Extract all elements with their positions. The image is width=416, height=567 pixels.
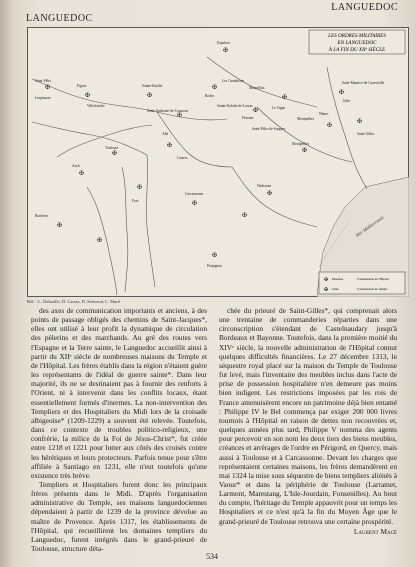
page-number: 534 bbox=[206, 552, 218, 561]
map-title-line-3: À LA FIN DU XIIᵉ SIÈCLE bbox=[328, 47, 386, 53]
place-label: Villefranche bbox=[87, 104, 105, 108]
author-signature: Laurent Macé bbox=[353, 526, 397, 536]
place-label: Toulouse bbox=[105, 146, 119, 150]
sea-label: Mer Méditerranée bbox=[354, 214, 385, 238]
place-label: Saint-Gilles bbox=[357, 132, 375, 136]
place-label: Foix bbox=[132, 199, 139, 203]
place-label: Castres bbox=[177, 156, 188, 160]
place-label: Auch bbox=[72, 164, 80, 168]
running-header-left: LANGUEDOC bbox=[26, 13, 93, 24]
place-label: Saint-Félix bbox=[35, 79, 51, 83]
place-label: Lespinasse bbox=[35, 96, 51, 100]
cross-icon: ✠ bbox=[282, 95, 288, 101]
legend-label: Pézenas bbox=[332, 277, 344, 281]
legend-meaning: Commanderie du Temple bbox=[357, 287, 388, 291]
map-title-box bbox=[309, 30, 405, 54]
text-column-right bbox=[219, 306, 397, 536]
place-label: Nîmes bbox=[319, 112, 329, 116]
place-label: Saint-Maurice-de-Casevieille bbox=[342, 81, 385, 85]
cross-icon: ✠ bbox=[137, 185, 143, 191]
place-label: Espalion bbox=[217, 41, 230, 45]
map-legend bbox=[319, 272, 405, 294]
place-label: Carcassonne bbox=[185, 192, 204, 196]
cross-icon: ✠ bbox=[223, 48, 229, 54]
cross-icon: ✠ bbox=[192, 201, 198, 207]
cross-icon: ✠ bbox=[212, 253, 218, 259]
place-label: Montpellier bbox=[292, 142, 309, 146]
legend-meaning: Commanderie de l'Hôpital bbox=[357, 277, 389, 281]
legend-label: Jalès bbox=[332, 287, 339, 291]
cross-icon: ✠ bbox=[242, 213, 248, 219]
cross-icon: ✠ bbox=[112, 151, 118, 157]
place-label: Pézenas bbox=[242, 116, 254, 120]
cross-icon: ✠ bbox=[302, 148, 308, 154]
cross-icon: ✠ bbox=[147, 93, 153, 99]
cross-icon: ✠ bbox=[79, 171, 85, 177]
running-header-right: LANGUEDOC bbox=[331, 2, 398, 13]
place-label: Saint-Félix-de-Sorgues bbox=[252, 127, 286, 131]
cross-icon: ✠ bbox=[45, 85, 51, 91]
cross-icon: ✠ bbox=[327, 123, 333, 129]
cross-icon: ✠ bbox=[97, 238, 103, 244]
place-label: Sainte-Eulalie-de-Larzac bbox=[217, 104, 253, 108]
map-title-line-2: EN LANGUEDOC bbox=[337, 40, 377, 46]
cross-icon: ✠ bbox=[85, 93, 91, 99]
place-label: Saint-Anthoine-de-Caussens bbox=[147, 109, 189, 113]
place-label: Les Canabières bbox=[222, 79, 245, 83]
place-label: Jalès bbox=[343, 99, 350, 103]
place-label: Narbonne bbox=[257, 184, 272, 188]
cross-icon: ✠ bbox=[57, 223, 63, 229]
place-label: Albi bbox=[162, 132, 169, 136]
map-caption: Réf. : L. Delaville, D. Carraz, D. Selwood, L. Macé bbox=[27, 299, 121, 304]
map-title-line-1: LES ORDRES MILITAIRES bbox=[328, 33, 386, 39]
cross-icon: ✠ bbox=[253, 108, 259, 114]
cross-icon: ✠ bbox=[267, 191, 273, 197]
cross-icon: ✠ bbox=[167, 143, 173, 149]
place-label: Sainte-Eulalie bbox=[142, 84, 163, 88]
place-label: Le Vigan bbox=[272, 106, 286, 110]
cross-icon: ✠ bbox=[339, 90, 345, 96]
languedoc-military-orders-map bbox=[27, 27, 409, 297]
place-label: Figeac bbox=[77, 84, 87, 88]
place-label: Rodez bbox=[205, 94, 215, 98]
paragraph: Templiers et Hospitaliers furent donc les principaux frères présents dans le Midi. D'après l'organisation administrative du Temple, ses maisons languedociennes dépendaient à partir de 1239 de la province dévolue au maître de Provence. Après 1317, les établissements de l'Hôpital, qui recueillirent les domaines templiers du Languedoc, furent intégrés dans le grand-prieuré de Toulouse, structure déta- bbox=[31, 479, 207, 554]
cross-icon: ✠ bbox=[357, 119, 363, 125]
place-label: Marseillan bbox=[249, 86, 265, 90]
text-column-left bbox=[31, 306, 207, 553]
cross-icon: ✠ bbox=[177, 113, 183, 119]
place-label: Perpignan bbox=[207, 264, 222, 268]
cross-icon: ✠ bbox=[212, 85, 218, 91]
paragraph: des axes de communication importants et anciens, à des points de passage obligés des chemins de Saint-Jacques*, elles ont utilisé à leur profit la dynamique de circulation des pèlerins et des marchands. Au gré des routes vers l'Espagne et la Terre sainte, le Languedoc accueillit ainsi à partir du XIIᵉ siècle de nombreuses maisons du Temple et de l'Hôpital. Les frères établis dans la région n'étaient guère les représentants de l'idéal de guerre sainte*. Dans leur majorité, ils ne se destinaient pas à fournir des renforts à l'Orient, ni à intervenir dans les conflits locaux, étant essentiellement formés d'inermes. La non-intervention des Templiers et des Hospitaliers du Midi lors de la croisade albigeoise* (1209-1229) a souvent été relevée. Toutefois, dans ce contexte de troubles politico-religieux, une confrérie, la milice de la Foi de Jésus-Christ*, fut créée entre 1218 et 1221 pour lutter aux côtés des croisés contre les hérétiques et leurs protecteurs. Parfois tenue pour s'être affiliée à Santiago en 1231, elle n'eut toutefois qu'une existence très brève. bbox=[31, 306, 207, 480]
place-label: Montpellier bbox=[297, 117, 314, 121]
place-label: Bordères bbox=[35, 214, 48, 218]
cross-icon: ✠ bbox=[324, 288, 329, 293]
cross-icon: ✠ bbox=[324, 278, 329, 283]
paragraph: chée du prieuré de Saint-Gilles*, qui comprenait alors une trentaine de commanderies réparties dans une circonscription s'étendant de Castelnaudary jusqu'à Bordeaux et Bayonne. Toutefois, dans la première moitié du XIVᵉ siècle, la nouvelle administration de l'Hôpital connut quelques difficultés financières. Le 27 décembre 1313, le séquestre royal placé sur la maison du Temple de Toulouse fut levé, mais l'inventaire des meubles inclus dans l'acte de prise de possession hospitalière n'en demeure pas moins bien indigent. Les restrictions imposées par les rois de France amenuisèrent encore un patrimoine déjà bien entamé : Philippe IV le Bel commença par exiger 200 000 livres tournois à l'Hôpital en raison de dettes non recouvrées et, quelques années plus tard, Philippe V nomma des agents pour percevoir en son nom les deux tiers des biens meubles, créances et arrérages de l'ordre en Périgord, en Quercy, mais aussi à Toulouse et à Carcassonne. Devant les charges que représentaient certaines maisons, les frères demandèrent en mai 1324 la mise sous séquestre de biens templiers aliénés à Vaour* et dans la périphérie de Toulouse (Larramet, Larmont, Marestang, L'Isle-Jourdain, Fonsenilles). Au bout du compte, l'héritage du Temple appauvrit pour un temps les Hospitaliers et ce n'est qu'à la fin du Moyen Âge que le grand-prieuré de Toulouse retrouva une certaine prospérité. bbox=[219, 306, 397, 526]
